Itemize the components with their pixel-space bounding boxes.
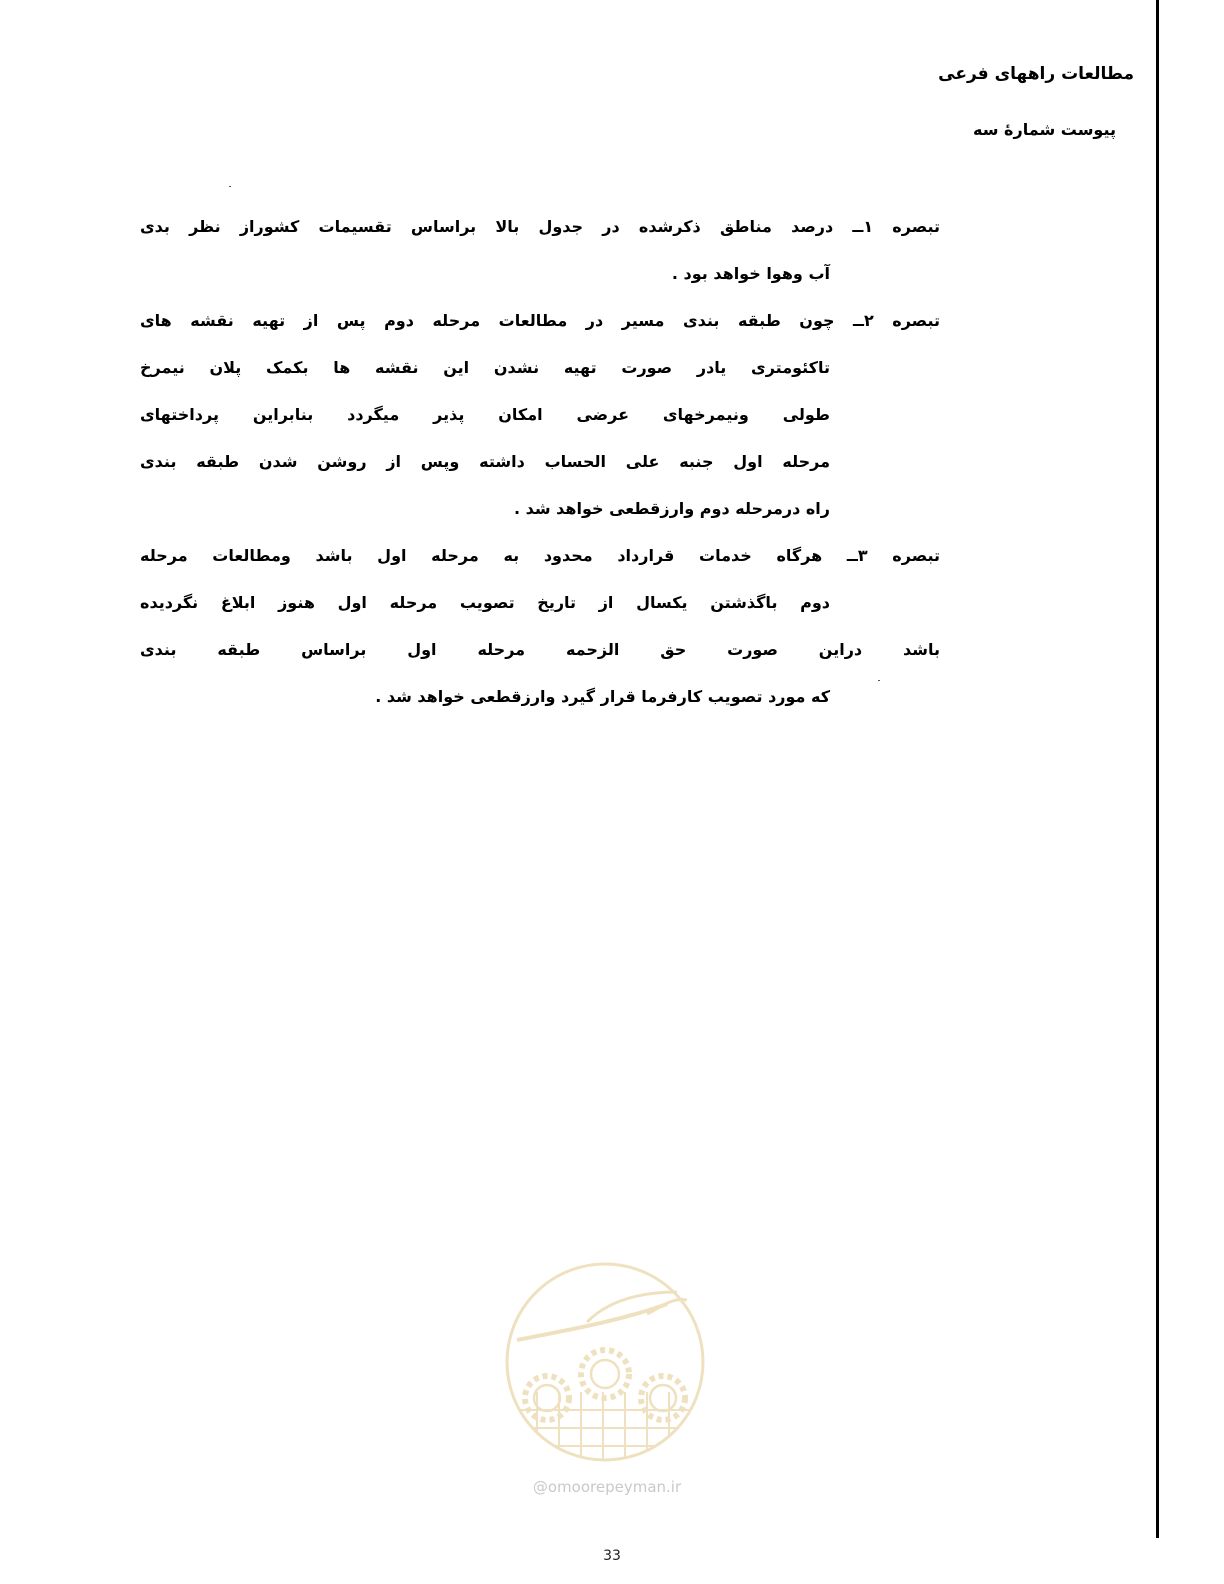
body-line: تاکئومتری یادر صورت تهیه نشدن این نقشه ها بکمک پلان نیمرخ — [140, 358, 830, 377]
right-margin-rule — [1156, 0, 1159, 1538]
watermark — [497, 1262, 717, 1522]
body-line: باشد دراین صورت حق الزحمه مرحله اول براساس طبقه بندی — [140, 640, 940, 659]
header-subtitle: پیوست شمارهٔ سه — [973, 120, 1116, 139]
scan-speck — [229, 186, 231, 187]
body-line: که مورد تصویب کارفرما قرار گیرد وارزقطعی خواهد شد . — [375, 687, 830, 706]
body-line: مرحله اول جنبه علی الحساب داشته وپس از روشن شدن طبقه بندی — [140, 452, 830, 471]
body-line: تبصره ۱ــ درصد مناطق ذکرشده در جدول بالا براساس تقسیمات کشوراز نظر بدی — [140, 217, 940, 236]
body-text — [140, 212, 940, 729]
watermark-caption: @omoorepeyman.ir — [532, 1478, 682, 1496]
body-line: دوم باگذشتن یکسال از تاریخ تصویب مرحله اول هنوز ابلاغ نگردیده — [140, 593, 830, 612]
page-number: 33 — [603, 1548, 621, 1564]
body-line: آب وهوا خواهد بود . — [671, 264, 830, 283]
body-line: تبصره ۳ــ هرگاه خدمات قرارداد محدود به مرحله اول باشد ومطالعات مرحله — [140, 546, 940, 565]
body-line: تبصره ۲ــ چون طبقه بندی مسیر در مطالعات مرحله دوم پس از تهیه نقشه های — [140, 311, 940, 330]
body-line: راه درمرحله دوم وارزقطعی خواهد شد . — [513, 499, 830, 518]
header-title: مطالعات راههای فرعی — [938, 64, 1134, 84]
body-line: طولی ونیمرخهای عرضی امکان پذیر میگردد بنابراین پرداختهای — [140, 405, 830, 424]
watermark-logo-icon — [497, 1262, 717, 1472]
